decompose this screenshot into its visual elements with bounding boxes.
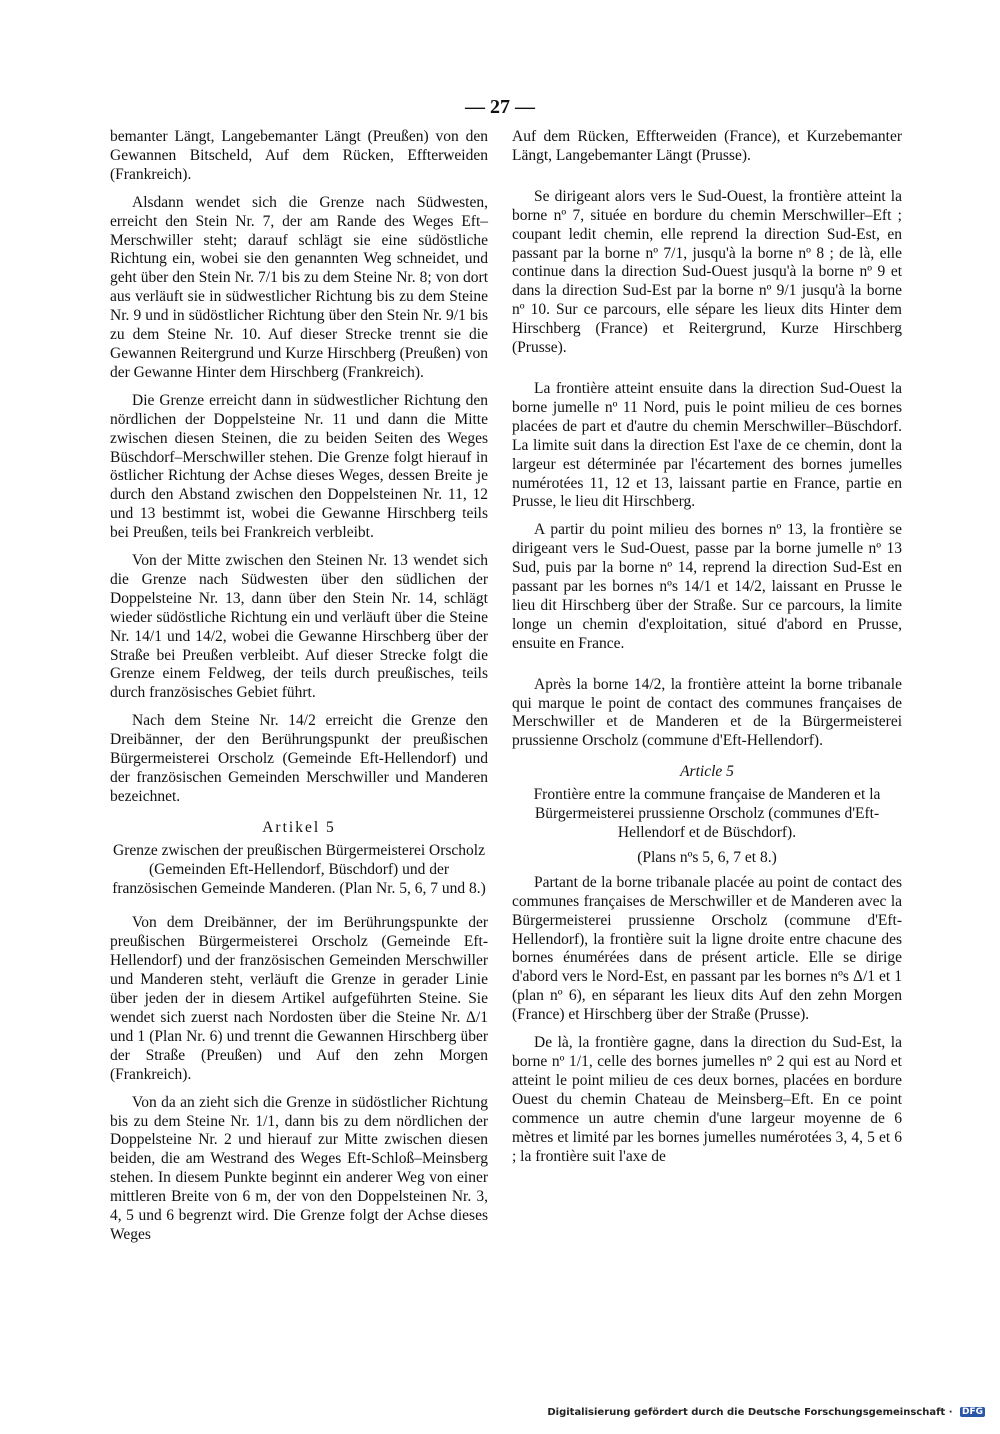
french-paragraph: La frontière atteint ensuite dans la direction Sud-Ouest la borne jumelle nº 11 Nord, puis le point milieu de ces bornes placées de part et d'autre du chemin Merschwiller–Büschdorf. La limite suit dans la direction Est l'axe de ce chemin, dont la largeur est déterminée par l'écartement des bornes jumelles numérotées 11, 12 et 13, laissant partie en France, partie en Prusse, le lieu dit Hirschberg.	[512, 379, 902, 511]
german-article-subheading: Grenze zwischen der preußischen Bürgermeisterei Orscholz (Gemeinden Eft-Hellendorf, Büschdorf) und der französischen Gemeinde Manderen. (Plan Nr. 5, 6, 7 und 8.)	[112, 841, 486, 897]
german-paragraph: Nach dem Steine Nr. 14/2 erreicht die Grenze den Dreibänner, der den Berührungspunkt der preußischen Bürgermeisterei Orscholz (Gemeinde Eft-Hellendorf) und der französischen Gemeinden Merschwiller und Manderen bezeichnet.	[110, 712, 488, 805]
dfg-logo-icon: DFG	[961, 1407, 983, 1417]
french-paragraph: Après la borne 14/2, la frontière atteint la borne tribanale qui marque le point de contact des communes françaises de Merschwiller et de Manderen et de la Bürgermeisterei prussienne Orscholz (commune d'Eft-Hellendorf).	[512, 675, 902, 750]
french-paragraph: Partant de la borne tribanale placée au point de contact des communes françaises de Merschwiller et de Manderen avec la Bürgermeisterei prussienne Orscholz (commune d'Eft-Hellendorf), la frontière suit la ligne droite entre chacune des bornes énumérées dans de présent article. Elle se dirige d'abord vers le Nord-Est, en passant par les bornes nºs Δ/1 et 1 (plan nº 6), en séparant les lieux dits Auf den zehn Morgen (France) et Hirschberg über der Straße (Prusse).	[512, 873, 902, 1024]
french-paragraph: Se dirigeant alors vers le Sud-Ouest, la frontière atteint la borne nº 7, située en bordure du chemin Merschwiller–Eft ; coupant ledit chemin, elle reprend la direction Sud-Est, en passant par la borne nº 7/1, jusqu'à la borne nº 8 ; de là, elle continue dans la direction Sud-Ouest jusqu'à la borne nº 9 et dans la direction Sud-Est par la borne nº 9/1 jusqu'à la borne nº 10. Sur ce parcours, elle sépare les lieux dits Hinter dem Hirschberg (France) et Reitergrund, Kurze Hirschberg (Prusse).	[512, 187, 902, 357]
german-paragraph: Von dem Dreibänner, der im Berührungspunkte der preußischen Bürgermeisterei Orscholz (Gemeinde Eft-Hellendorf) und der französischen Gemeinden Merschwiller und Manderen steht, verläuft die Grenze in gerader Linie über jeden der in diesem Artikel aufgeführten Steine. Sie wendet sich zuerst nach Nordosten über die Steine Nr. Δ/1 und 1 (Plan Nr. 6) und trennt die Gewannen Hirschberg über der Straße (Preußen) und Auf den zehn Morgen (Frankreich).	[110, 914, 488, 1083]
german-paragraph: Von der Mitte zwischen den Steinen Nr. 13 wendet sich die Grenze nach Südwesten über den südlichen der Doppelsteine Nr. 13, dann über den Stein Nr. 14, schlägt wieder südöstliche Richtung ein und verläuft über die Steine Nr. 14/1 und 14/2, wobei die Gewanne Hirschberg über der Straße bei Preußen verbleibt. Auf dieser Strecke folgt die Grenze einem Feldweg, der teils durch preußisches, teils durch französisches Gebiet führt.	[110, 552, 488, 702]
french-paragraph: A partir du point milieu des bornes nº 13, la frontière se dirigeant vers le Sud-Ouest, passe par la borne jumelle nº 13 Sud, puis par la borne nº 14, reprend la direction Sud-Est en passant par les bornes nºs 14/1 et 14/2, laissant en Prusse le lieu dit Hirschberg über der Straße. Sur ce parcours, la limite longe un chemin d'exploitation, situé d'abord en Prusse, ensuite en France.	[512, 521, 902, 652]
german-paragraph: Die Grenze erreicht dann in südwestlicher Richtung den nördlichen der Doppelsteine Nr. 11 und dann die Mitte zwischen diesen Steinen, die zu beiden Seiten des Weges Büschdorf–Merschwiller stehen. Die Grenze folgt hierauf in östlicher Richtung der Achse dieses Weges, dessen Breite je durch den Abstand zwischen den Doppelsteinen Nr. 11, 12 und 13 bestimmt ist, wobei die Gewanne Hirschberg teils bei Preußen, teils bei Frankreich verbleibt.	[110, 391, 488, 542]
german-paragraph: bemanter Längt, Langebemanter Längt (Preußen) von den Gewannen Bitscheld, Auf dem Rücken, Effterweiden (Frankreich).	[110, 128, 488, 183]
german-paragraph: Alsdann wendet sich die Grenze nach Südwesten, erreicht den Stein Nr. 7, der am Rande des Weges Eft–Merschwiller steht; darauf schlägt sie eine südöstliche Richtung ein, wobei sie den genannten Weg schneidet, und geht über den Stein Nr. 7/1 bis zu dem Steine Nr. 8; von dort aus verläuft sie in südwestlicher Richtung bis zu dem Steine Nr. 9 und in südöstlicher Richtung über den Stein Nr. 9/1 bis zu dem Steine Nr. 10. Auf dieser Strecke trennt sie die Gewannen Reitergrund und Kurze Hirschberg (Preußen) von der Gewanne Hinter dem Hirschberg (Frankreich).	[110, 193, 488, 381]
digitization-footer	[0, 1407, 985, 1418]
french-article-plans: (Plans nºs 5, 6, 7 et 8.)	[637, 848, 777, 866]
french-article-heading: Article 5	[680, 763, 734, 781]
french-article-subheading: Frontière entre la commune française de Manderen et la Bürgermeisterei prussienne Orscholz (communes d'Eft-Hellendorf et de Büschdorf).	[533, 786, 881, 841]
french-column	[512, 128, 902, 1175]
page-number: — 27 —	[465, 96, 535, 118]
german-paragraph: Von da an zieht sich die Grenze in südöstlicher Richtung bis zu dem Steine Nr. 1/1, dann bis zu dem nördlichen der Doppelsteine Nr. 2 und hierauf zur Mitte zwischen diesen beiden, die am Westrand des Weges Eft-Schloß–Meinsberg stehen. In diesem Punkte beginnt ein anderer Weg von einer mittleren Breite von 6 m, der von den Doppelsteinen Nr. 3, 4, 5 und 6 begrenzt wird. Die Grenze folgt der Achse dieses Weges	[110, 1093, 488, 1243]
german-column	[110, 128, 488, 1254]
footer-text: Digitalisierung gefördert durch die Deutsche Forschungsgemeinschaft ·	[547, 1407, 953, 1418]
french-paragraph: De là, la frontière gagne, dans la direction du Sud-Est, la borne nº 1/1, celle des bornes jumelles nº 2 qui est au Nord et atteint le point milieu de ces deux bornes, placées en bordure Ouest du chemin Chateau de Meinsberg–Eft. En ce point commence un autre chemin d'une largeur moyenne de 6 mètres et limité par les bornes jumelles numérotées 3, 4, 5 et 6 ; la frontière suit l'axe de	[512, 1034, 902, 1165]
french-paragraph: Auf dem Rücken, Effterweiden (France), et Kurzebemanter Längt, Langebemanter Längt (Prusse).	[512, 128, 902, 164]
german-article-heading: Artikel 5	[262, 818, 336, 836]
